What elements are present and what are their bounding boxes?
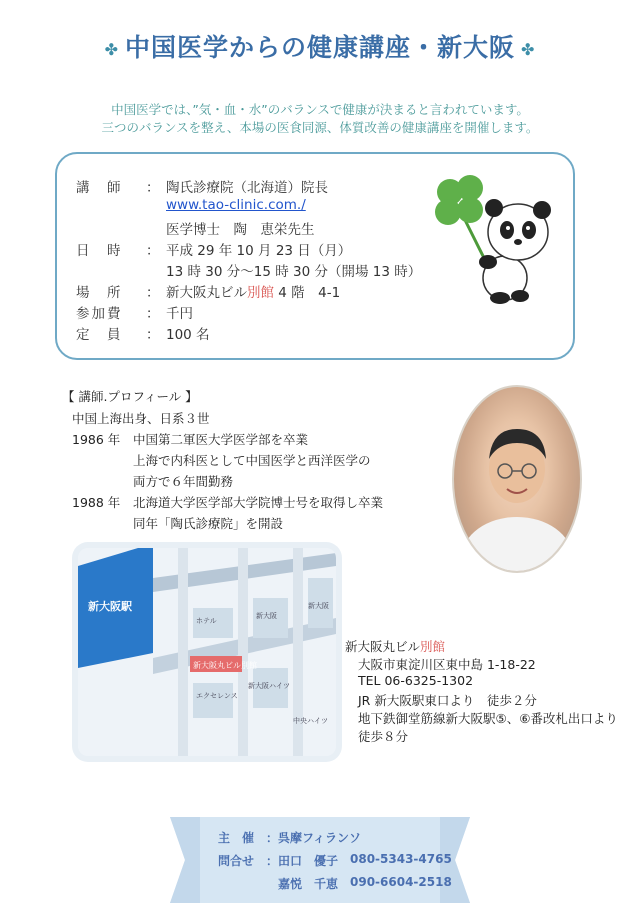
profile-line: 両方で６年間勤務 [133, 474, 234, 489]
map-graphic [78, 548, 336, 756]
profile-line: 同年「陶氏診療院」を開設 [133, 516, 284, 531]
intro-line: 三つのバランスを整え、本場の医食同源、体質改善の健康講座を開催します。 [101, 120, 539, 135]
label-lecturer: 講 師 [76, 180, 123, 196]
time-value: 13 時 30 分～15 時 30 分（開場 13 時） [166, 264, 422, 280]
profile-line: 北海道大学医学部大学院博士号を取得し卒業 [133, 495, 384, 510]
clinic-link[interactable]: www.tao-clinic.com./ [166, 197, 306, 213]
clover-icon: ✤ [521, 39, 536, 59]
profile-line: 中国第二軍医大学医学部を卒業 [133, 432, 309, 447]
colon: ： [146, 180, 160, 196]
title-text: 中国医学からの健康講座・新大阪 [124, 33, 515, 62]
intro-line: 中国医学では、”気・血・水”のバランスで健康が決まると言われています。 [111, 102, 529, 117]
map-label: 中央ハイツ [293, 717, 328, 725]
colon: ： [266, 831, 279, 845]
place-value [166, 281, 340, 301]
venue-access: 徒歩８分 [358, 729, 409, 744]
colon: ： [266, 854, 279, 868]
label-fee: 参加費 [76, 306, 123, 322]
contact-label: 問合せ [218, 854, 255, 868]
venue-name [345, 637, 445, 655]
contact-tel: 080-5343-4765 [350, 852, 452, 866]
venue-annex: 別館 [420, 639, 446, 654]
contact-name: 田口 優子 [278, 854, 339, 868]
map-label: 新大阪 [256, 612, 277, 620]
label-place: 場 所 [76, 285, 123, 301]
map-label: 新大阪 [308, 602, 329, 610]
venue-building: 新大阪丸ビル [345, 639, 421, 654]
venue-access: 地下鉄御堂筋線新大阪駅⑤、⑥番改札出口より [358, 711, 618, 726]
map-building-label: 新大阪丸ビル別館 [193, 661, 257, 670]
place-floor: 4 階 4-1 [274, 285, 341, 301]
panda-icon [479, 199, 551, 304]
page-title [0, 28, 640, 64]
profile-line: 上海で内科医として中国医学と西洋医学の [133, 453, 371, 468]
profile-year: 1988 年 [72, 495, 121, 510]
map-label: 新大阪ハイツ [248, 682, 290, 690]
label-datetime: 日 時 [76, 243, 123, 259]
profile-heading: 【 講師.プロフィール 】 [62, 389, 198, 404]
colon: ： [146, 243, 160, 259]
contact-name: 嘉悦 千恵 [278, 877, 339, 891]
person-portrait-icon [454, 387, 580, 571]
clover-icon [435, 175, 485, 260]
map-station-label: 新大阪駅 [88, 600, 132, 613]
access-map [78, 548, 336, 756]
lecturer-name: 医学博士 陶 恵栄先生 [166, 222, 315, 238]
place-building: 新大阪丸ビル [166, 285, 247, 301]
panda-clover-illustration [430, 170, 560, 305]
date-value: 平成 29 年 10 月 23 日（月） [166, 243, 352, 259]
colon: ： [146, 327, 160, 343]
map-label: ホテル [196, 617, 217, 625]
colon: ： [146, 285, 160, 301]
fee-value: 千円 [166, 306, 193, 322]
host-label: 主 催 [218, 831, 255, 845]
capacity-value: 100 名 [166, 327, 210, 343]
colon: ： [146, 306, 160, 322]
lecturer-photo [452, 385, 582, 573]
profile-origin: 中国上海出身、日系３世 [72, 411, 210, 426]
clover-icon: ✤ [104, 39, 119, 59]
venue-tel: TEL 06-6325-1302 [358, 673, 474, 688]
place-annex: 別館 [247, 285, 274, 301]
venue-access: JR 新大阪駅東口より 徒歩２分 [358, 693, 537, 708]
map-label: エクセレンス [196, 692, 238, 700]
profile-year: 1986 年 [72, 432, 121, 447]
label-capacity: 定 員 [76, 327, 123, 343]
contact-tel: 090-6604-2518 [350, 875, 452, 889]
intro-text [0, 101, 640, 137]
venue-address: 大阪市東淀川区東中島 1-18-22 [358, 657, 536, 672]
lecturer-value: 陶氏診療院（北海道）院長 [166, 180, 328, 196]
host-value: 呉摩フィランソ [278, 831, 362, 845]
